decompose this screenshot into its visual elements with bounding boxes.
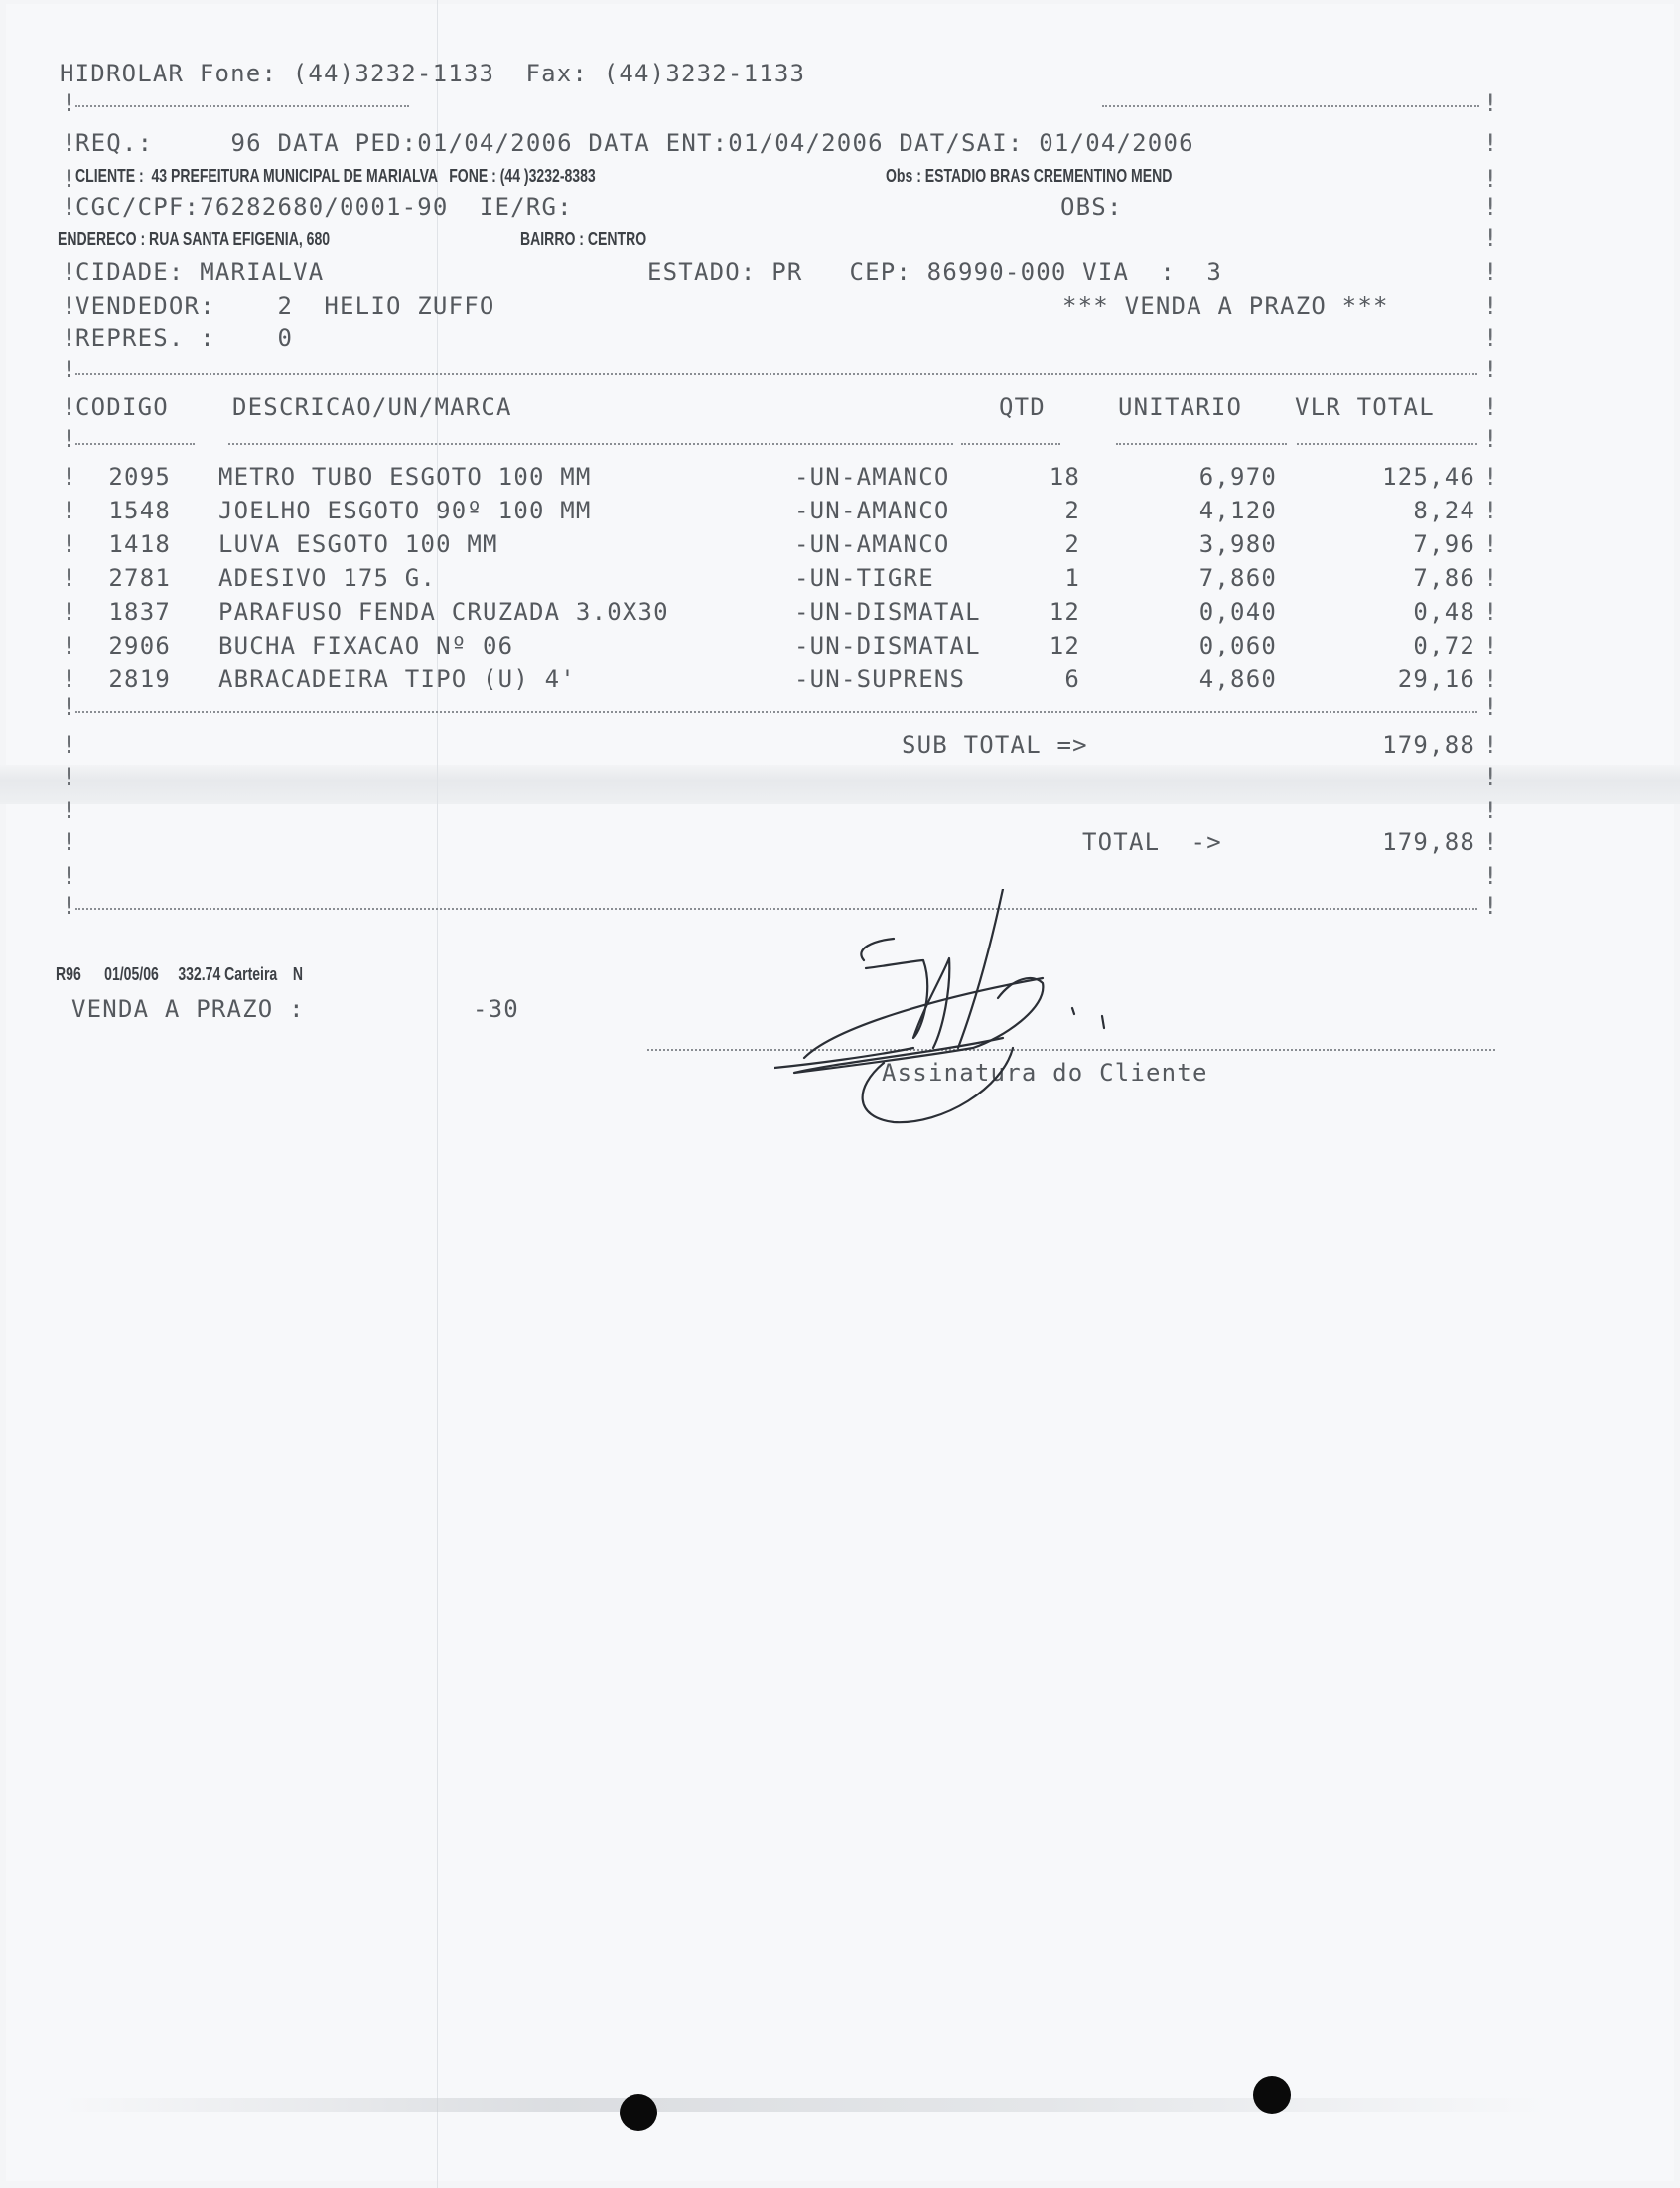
venda-prazo-value: -30	[473, 995, 519, 1023]
top-rule-left	[75, 105, 409, 107]
item-description: BUCHA FIXACAO Nº 06	[218, 632, 514, 659]
signature-caption: Assinatura do Cliente	[882, 1059, 1208, 1087]
border-left: !	[62, 497, 76, 524]
paper-fold-line	[437, 0, 438, 2188]
item-code: 2906	[108, 632, 171, 659]
item-code: 2781	[108, 564, 171, 592]
item-total: 7,86	[1413, 564, 1475, 592]
border-left: !	[62, 463, 76, 491]
item-unit-brand: -UN-AMANCO	[794, 530, 950, 558]
req-line: REQ.: 96 DATA PED:01/04/2006 DATA ENT:01/04/2006 DAT/SAI: 01/04/2006	[75, 129, 1194, 157]
border-right: !	[1483, 530, 1498, 558]
border-left: !	[62, 632, 76, 659]
punch-hole-right	[1253, 2076, 1291, 2114]
paper-fold-shadow	[0, 765, 1680, 804]
item-description: PARAFUSO FENDA CRUZADA 3.0X30	[218, 598, 669, 626]
item-code: 1837	[108, 598, 171, 626]
item-code: 1418	[108, 530, 171, 558]
item-unit-brand: -UN-AMANCO	[794, 497, 950, 524]
item-unit-price: 0,060	[1198, 632, 1277, 659]
item-qty: 6	[1064, 665, 1080, 693]
item-unit-price: 6,970	[1198, 463, 1277, 491]
item-qty: 2	[1064, 530, 1080, 558]
rule-after-table	[75, 711, 1477, 713]
border-right: !	[1483, 497, 1498, 524]
item-qty: 18	[1049, 463, 1080, 491]
item-description: LUVA ESGOTO 100 MM	[218, 530, 498, 558]
item-description: ADESIVO 175 G.	[218, 564, 437, 592]
border-right: !	[1483, 564, 1498, 592]
col-header-qtd: QTD	[999, 393, 1046, 421]
item-code: 2095	[108, 463, 171, 491]
border-right: !	[1483, 665, 1498, 693]
border-left: !	[62, 564, 76, 592]
border-right: !	[1483, 598, 1498, 626]
item-qty: 12	[1049, 598, 1080, 626]
item-total: 0,72	[1413, 632, 1475, 659]
item-qty: 12	[1049, 632, 1080, 659]
item-unit-price: 3,980	[1198, 530, 1277, 558]
item-unit-price: 4,120	[1198, 497, 1277, 524]
customer-signature	[774, 889, 1191, 1127]
item-unit-brand: -UN-DISMATAL	[794, 598, 981, 626]
col-header-descricao: DESCRICAO/UN/MARCA	[232, 393, 512, 421]
border-left: !	[62, 665, 76, 693]
estado-line: ESTADO: PR CEP: 86990-000 VIA : 3	[647, 258, 1223, 286]
cgc-line: CGC/CPF:76282680/0001-90 IE/RG:	[75, 193, 573, 220]
item-unit-brand: -UN-TIGRE	[794, 564, 934, 592]
item-unit-price: 4,860	[1198, 665, 1277, 693]
company-header: HIDROLAR Fone: (44)3232-1133 Fax: (44)3232-1133	[60, 60, 806, 87]
item-unit-brand: -UN-AMANCO	[794, 463, 950, 491]
item-code: 2819	[108, 665, 171, 693]
item-total: 29,16	[1397, 665, 1475, 693]
cliente-line: CLIENTE : 43 PREFEITURA MUNICIPAL DE MARIALVA FONE : (44 )3232-8383	[75, 166, 596, 186]
scan-smudge	[60, 2098, 1549, 2112]
col-header-codigo: CODIGO	[75, 393, 169, 421]
punch-hole-left	[620, 2094, 657, 2131]
item-total: 125,46	[1382, 463, 1475, 491]
vendedor-line: VENDEDOR: 2 HELIO ZUFFO	[75, 292, 495, 320]
item-description: METRO TUBO ESGOTO 100 MM	[218, 463, 592, 491]
item-total: 8,24	[1413, 497, 1475, 524]
item-unit-brand: -UN-SUPRENS	[794, 665, 966, 693]
item-code: 1548	[108, 497, 171, 524]
item-qty: 2	[1064, 497, 1080, 524]
parcela-line: R96 01/05/06 332.74 Carteira N	[56, 964, 303, 984]
obs-label: OBS:	[1060, 193, 1123, 220]
obs-cliente: Obs : ESTADIO BRAS CREMENTINO MEND	[886, 166, 1173, 186]
item-unit-price: 7,860	[1198, 564, 1277, 592]
cidade-line: CIDADE: MARIALVA	[75, 258, 325, 286]
item-unit-price: 0,040	[1198, 598, 1277, 626]
border-right-top: !	[1483, 89, 1498, 117]
endereco-line: ENDERECO : RUA SANTA EFIGENIA, 680	[58, 229, 331, 249]
bairro-line: BAIRRO : CENTRO	[520, 229, 647, 249]
item-description: JOELHO ESGOTO 90º 100 MM	[218, 497, 592, 524]
border-right: !	[1483, 632, 1498, 659]
total-label: TOTAL ->	[1082, 828, 1222, 856]
item-total: 7,96	[1413, 530, 1475, 558]
rule-before-table	[75, 373, 1477, 375]
venda-prazo-label: VENDA A PRAZO :	[71, 995, 305, 1023]
col-header-unitario: UNITARIO	[1118, 393, 1243, 421]
item-qty: 1	[1064, 564, 1080, 592]
top-rule-right	[1102, 105, 1479, 107]
border-left-top: !	[62, 89, 76, 117]
subtotal-label: SUB TOTAL =>	[902, 731, 1088, 759]
item-total: 0,48	[1413, 598, 1475, 626]
item-description: ABRACADEIRA TIPO (U) 4'	[218, 665, 576, 693]
border-left: !	[62, 598, 76, 626]
col-header-vlr-total: VLR TOTAL	[1295, 393, 1435, 421]
venda-prazo-banner: *** VENDA A PRAZO ***	[1062, 292, 1389, 320]
total-value: 179,88	[1382, 828, 1475, 856]
subtotal-value: 179,88	[1382, 731, 1475, 759]
item-unit-brand: -UN-DISMATAL	[794, 632, 981, 659]
border-left: !	[62, 530, 76, 558]
border-right: !	[1483, 463, 1498, 491]
repres-line: REPRES. : 0	[75, 324, 294, 352]
